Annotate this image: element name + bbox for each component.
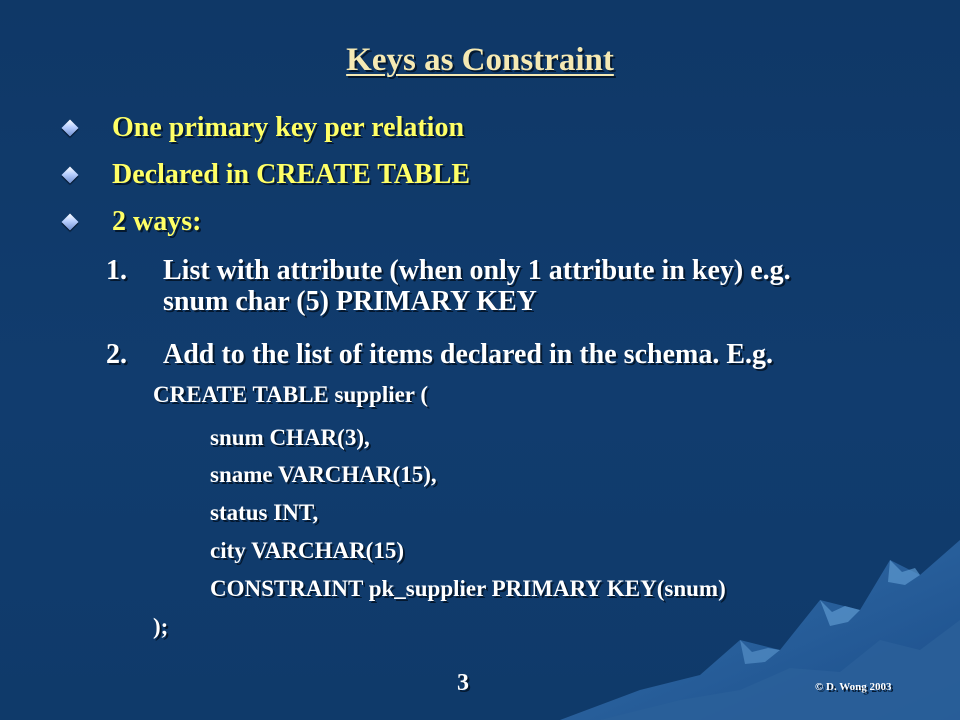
bullet-item: [60, 108, 464, 148]
numbered-item-line: Add to the list of items declared in the schema. E.g.: [163, 339, 773, 370]
numbered-item-label: 1.: [106, 255, 127, 286]
numbered-item-line: snum char (5) PRIMARY KEY: [163, 286, 537, 317]
diamond-bullet-icon: [62, 214, 79, 231]
bullet-text: Declared in CREATE TABLE: [112, 159, 471, 190]
numbered-item-text: [163, 255, 791, 317]
code-line: );: [153, 614, 169, 639]
numbered-item: [106, 339, 773, 371]
numbered-item-label: 2.: [106, 339, 127, 370]
code-line: status INT,: [210, 500, 319, 525]
diamond-bullet-icon: [62, 167, 79, 184]
code-line: CREATE TABLE supplier (: [153, 382, 429, 407]
page-number: 3: [457, 670, 469, 696]
slide-title: Keys as Constraint: [346, 42, 614, 78]
numbered-item-text: [163, 339, 773, 371]
bullet-text: 2 ways:: [112, 206, 202, 237]
bullet-item: [60, 202, 201, 242]
bullet-text: One primary key per relation: [112, 112, 465, 143]
numbered-item-line: List with attribute (when only 1 attribute in key) e.g.: [163, 255, 791, 286]
bullet-item: [60, 155, 470, 195]
code-line: CONSTRAINT pk_supplier PRIMARY KEY(snum): [210, 576, 726, 601]
code-line: sname VARCHAR(15),: [210, 462, 437, 487]
diamond-bullet-icon: [62, 120, 79, 137]
code-line: snum CHAR(3),: [210, 425, 370, 450]
copyright-notice: © D. Wong 2003: [815, 681, 892, 693]
code-line: city VARCHAR(15): [210, 538, 404, 563]
numbered-item: [106, 255, 791, 317]
